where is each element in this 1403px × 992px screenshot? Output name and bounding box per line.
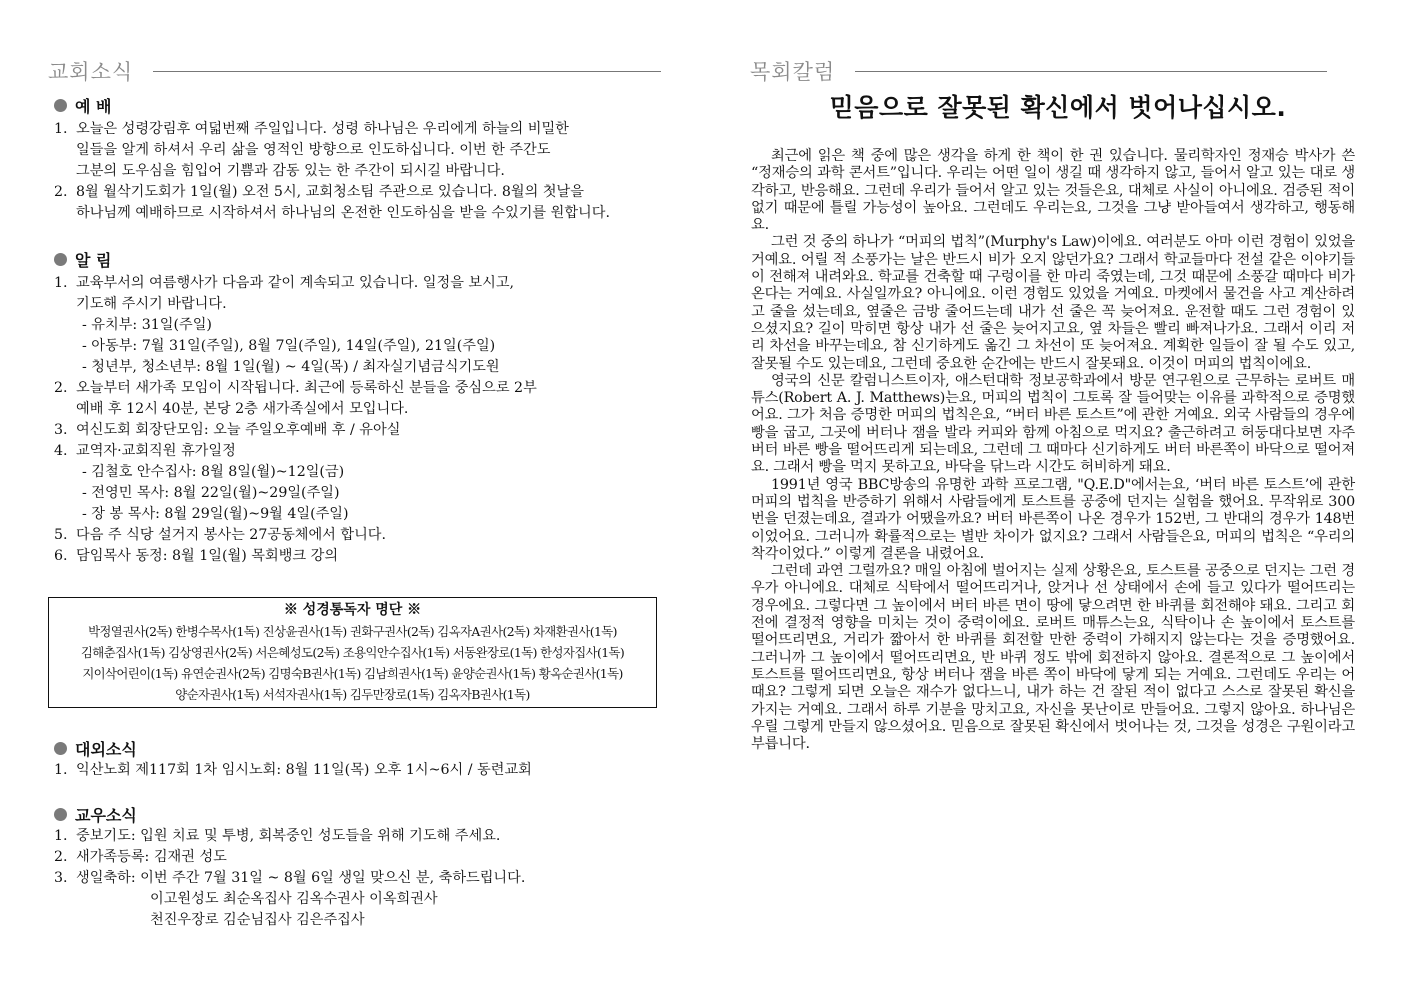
- list-item: - 청년부, 청소년부: 8월 1일(월) ~ 4일(목) / 최자실기념금식기도원: [82, 359, 500, 375]
- pastor-column-label: 목회칼럼: [750, 60, 836, 84]
- birthday-names: 천진우장로 김순님집사 김은주집사: [150, 912, 365, 928]
- external-list: [54, 760, 658, 781]
- members-title: 교우소식: [75, 806, 137, 825]
- list-item: 그분의 도우심을 힘입어 기쁨과 감동 있는 한 주간이 되시길 바랍니다.: [76, 163, 505, 179]
- column-paragraph: 최근에 읽은 책 중에 많은 생각을 하게 한 책이 한 권 있습니다. 물리학자인 정재승 박사가 쓴 “정재승의 과학 콘서트”입니다. 우리는 어떤 일이 생길 때 생각하지 않고, 들어서 알고 있는 대로 생각하고, 반응해요. 그런데 우리가 들어서 알고 있는 것들은요, 대체로 사실이 아니에요. 검증된 적이 없기 때문에 틀릴 가능성이 높아요. 그런데도 우리는요, 그것을 그냥 받아들여서 생각하고, 행동해요.: [751, 148, 1355, 234]
- bible-readers-line: 김해춘집사(1독) 김상영권사(2독) 서은혜성도(2독) 조용익안수집사(1독) 서동완장로(1독) 한성자집사(1독): [80, 645, 625, 660]
- list-item: 일들을 알게 하셔서 우리 삶을 영적인 방향으로 인도하십니다. 이번 한 주간도: [76, 142, 551, 158]
- external-heading: [54, 737, 137, 760]
- list-item: 1. 오늘은 성령강림후 여덟번째 주일입니다. 성령 하나님은 우리에게 하늘의 비밀한: [54, 121, 569, 137]
- column-paragraph: 그런 것 중의 하나가 “머피의 법칙”(Murphy's Law)이에요. 여러분도 아마 이런 경험이 있었을 거예요. 어릴 적 소풍가는 날은 반드시 비가 오지 않던가요? 그래서 학교들마다 전설 같은 이야기들이 전해져 내려와요. 학교를 건축할 때 구렁이를 한 마리 죽였는데, 그것 때문에 소풍갈 때마다 비가 온다는 거예요. 사실일까요? 아니에요. 이런 경험도 있었을 거예요. 마켓에서 물건을 사고 계산하려고 줄을 섰는데요, 옆줄은 금방 줄어드는데 내가 선 줄은 꼭 늦어져요. 운전할 때도 그런 경험이 있으셨지요? 길이 막히면 항상 내가 선 줄은 늦어지고요, 옆 차들은 빨리 빠져나가요. 그래서 이리 저리 차선을 바꾸는데요, 참 신기하게도 옮긴 그 차선이 또 늦어져요. 계획한 일들이 잘 될 수도 있고, 잘못될 수도 있는데요, 그런데 중요한 순간에는 반드시 잘못돼요. 이것이 머피의 법칙이에요.: [751, 234, 1355, 372]
- external-title: 대외소식: [75, 740, 137, 759]
- notices-list: [54, 273, 658, 567]
- list-item: 2. 8월 월삭기도회가 1일(월) 오전 5시, 교회청소팀 주관으로 있습니다. 8월의 첫날을: [54, 184, 584, 200]
- list-item: 3. 생일축하: 이번 주간 7월 31일 ~ 8월 6일 생일 맞으신 분, 축하드립니다.: [54, 870, 526, 886]
- list-item: 5. 다음 주 식당 설거지 봉사는 27공동체에서 합니다.: [54, 527, 387, 543]
- bible-readers-box: [48, 597, 657, 708]
- bible-readers-line: 양순자권사(1독) 서석자권사(1독) 김두만장로(1독) 김옥자B권사(1독): [175, 687, 530, 702]
- bullet-dot-icon: [54, 99, 67, 112]
- list-item: 3. 여신도회 회장단모임: 오늘 주일오후예배 후 / 유아실: [54, 422, 401, 438]
- header-rule: [855, 71, 1327, 72]
- notices-heading: [54, 248, 111, 271]
- bible-readers-line: 박정열권사(2독) 한병수목사(1독) 진상윤권사(1독) 권화구권사(2독) 김옥자A권사(2독) 차재환권사(1독): [88, 624, 617, 639]
- birthday-names: 이고원성도 최순옥집사 김옥수권사 이옥희권사: [150, 891, 438, 907]
- list-item: 기도해 주시기 바랍니다.: [76, 296, 227, 312]
- church-news-header: [48, 56, 661, 86]
- header-rule: [153, 71, 661, 72]
- list-item: 4. 교역자·교회직원 휴가일정: [54, 443, 236, 459]
- pastor-column-header: [750, 56, 1327, 86]
- members-list: [54, 826, 658, 931]
- list-item: 1. 익산노회 제117회 1차 임시노회: 8월 11일(목) 오후 1시~6시 / 동련교회: [54, 762, 532, 778]
- list-item: 1. 교육부서의 여름행사가 다음과 같이 계속되고 있습니다. 일정을 보시고,: [54, 275, 515, 291]
- list-item: - 아동부: 7월 31일(주일), 8월 7일(주일), 14일(주일), 21일(주일): [82, 338, 496, 354]
- bible-readers-line: 지이삭어린이(1독) 유연순권사(2독) 김명숙B권사(1독) 김남희권사(1독) 윤양순권사(1독) 황옥순권사(1독): [82, 666, 623, 681]
- column-paragraph: 1991년 영국 BBC방송의 유명한 과학 프로그램, "Q.E.D"에서는요, ‘버터 바른 토스트’에 관한 머피의 법칙을 반증하기 위해서 사람들에게 토스트를 공중에 던지는 실험을 했어요. 무작위로 300번을 던졌는데요, 결과가 어땠을까요? 버터 바른쪽이 나온 경우가 152번, 그 반대의 경우가 148번이었어요. 그러니까 확률적으로는 별반 차이가 없지요? 그래서 사람들은요, 머피의 법칙은 “우리의 착각이었다.” 이렇게 결론을 내렸어요.: [751, 476, 1355, 562]
- list-item: 하나님께 예배하므로 시작하셔서 하나님의 온전한 인도하심을 받을 수있기를 원합니다.: [76, 205, 610, 221]
- list-item: 6. 담임목사 동정: 8월 1일(월) 목회뱅크 강의: [54, 548, 339, 564]
- list-item: - 유치부: 31일(주일): [82, 317, 212, 333]
- worship-heading: [54, 94, 111, 117]
- list-item: 예배 후 12시 40분, 본당 2층 새가족실에서 모입니다.: [76, 401, 409, 417]
- list-item: - 김철호 안수집사: 8월 8일(월)~12일(금): [82, 464, 345, 480]
- worship-list: [54, 119, 658, 224]
- worship-title: 예 배: [75, 97, 112, 116]
- list-item: 2. 오늘부터 새가족 모임이 시작됩니다. 최근에 등록하신 분들을 중심으로 2부: [54, 380, 537, 396]
- notices-title: 알 림: [75, 251, 112, 270]
- bullet-dot-icon: [54, 742, 67, 755]
- bullet-dot-icon: [54, 253, 67, 266]
- column-paragraph: 영국의 신문 칼럼니스트이자, 애스턴대학 정보공학과에서 방문 연구원으로 근무하는 로버트 매튜스(Robert A. J. Matthews)는요, 머피의 법칙이 그토록 잘 들어맞는 이유를 과학적으로 증명했어요. 그가 처음 증명한 머피의 법칙은요, “버터 바른 토스트”에 관한 거예요. 외국 사람들의 경우에 빵을 굽고, 그곳에 버터나 잼을 발라 커피와 함께 아침으로 먹지요? 출근하려고 허둥대다보면 자주 버터 바른 빵을 떨어뜨리게 되는데요, 그런데 그 때마다 신기하게도 버터 바른쪽이 바닥으로 떨어져요. 그래서 빵을 먹지 못하고요, 바닥을 닦느라 시간도 허비하게 돼요.: [751, 372, 1355, 476]
- bullet-dot-icon: [54, 808, 67, 821]
- church-news-title: 교회소식: [48, 60, 134, 84]
- list-item: - 전영민 목사: 8월 22일(월)~29일(주일): [82, 485, 340, 501]
- list-item: - 장 봉 목사: 8월 29일(월)~9월 4일(주일): [82, 506, 349, 522]
- column-title: 믿음으로 잘못된 확신에서 벗어나십시오.: [829, 93, 1287, 122]
- list-item: 2. 새가족등록: 김재권 성도: [54, 849, 227, 865]
- list-item: 1. 중보기도: 입원 치료 및 투병, 회복중인 성도들을 위해 기도해 주세요.: [54, 828, 501, 844]
- members-heading: [54, 803, 137, 826]
- column-paragraph: 그런데 과연 그럴까요? 매일 아침에 벌어지는 실제 상황은요, 토스트를 공중으로 던지는 그런 경우가 아니에요. 대체로 식탁에서 떨어뜨리거나, 앉거나 선 상태에서 손에 들고 있다가 떨어뜨리는 경우에요. 그렇다면 그 높이에서 버터 바른 면이 땅에 닿으려면 한 바퀴를 회전해야 돼요. 그리고 회전에 결정적 영향을 미치는 것이 중력이에요. 로버트 매튜스는요, 식탁이나 손 높이에서 토스트를 떨어뜨리면요, 거리가 짧아서 한 바퀴를 회전할 만한 중력이 가해지지 않는다는 것을 증명했어요. 그러니까 그 높이에서 떨어뜨리면요, 반 바퀴 정도 밖에 회전하지 않아요. 결론적으로 그 높이에서 토스트를 떨어뜨리면요, 항상 버터나 잼을 바른 쪽이 바닥에 닿게 되는 거예요. 그런데도 우리는 어때요? 그렇게 되면 오늘은 재수가 없다느니, 내가 하는 건 잘된 적이 없다고 스스로 잘못된 확신을 가지는 거예요. 그래서 하루 기분을 망치고요, 자신을 못난이로 만들어요. 그렇지 않아요. 하나님은 우릴 그렇게 만들지 않으셨어요. 믿음으로 잘못된 확신에서 벗어나는 것, 그것을 성경은 구원이라고 부릅니다.: [751, 563, 1355, 753]
- column-body: [751, 148, 1355, 753]
- bible-readers-title: ※ 성경통독자 명단 ※: [283, 602, 422, 618]
